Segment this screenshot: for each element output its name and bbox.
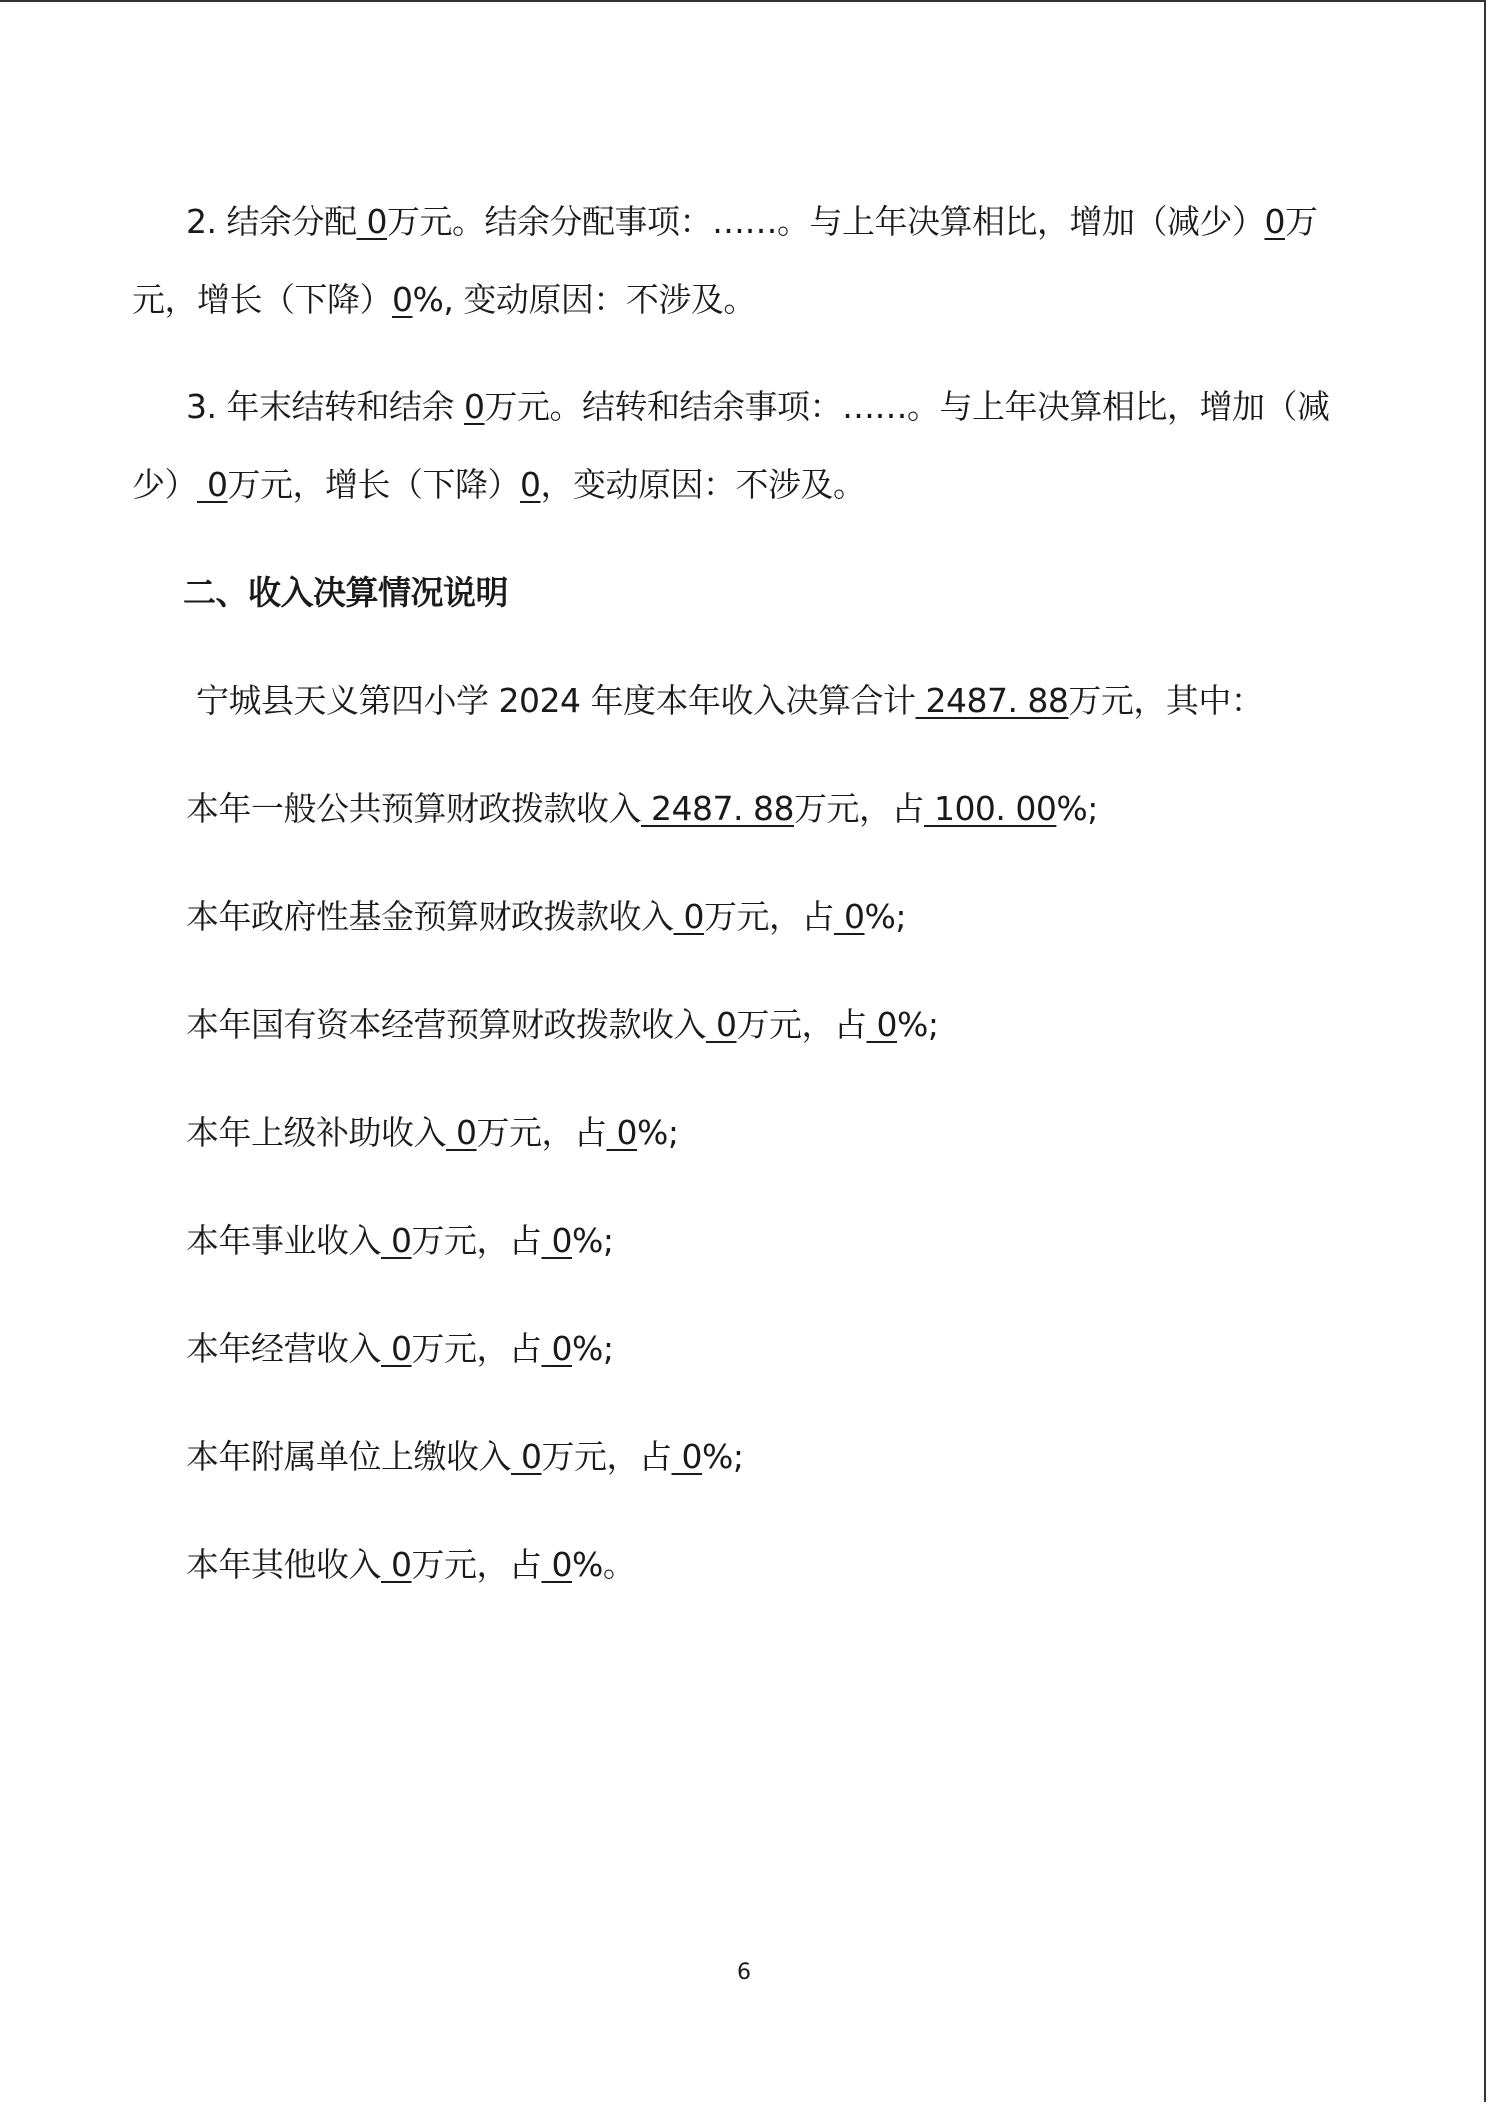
carryover-line-2 bbox=[132, 463, 866, 507]
income-item-suffix: %; bbox=[572, 1221, 614, 1260]
income-item bbox=[186, 895, 906, 939]
income-item-unit: 万元，占 bbox=[411, 1545, 542, 1584]
income-item-unit: 万元，占 bbox=[704, 897, 834, 936]
carryover-text: 万元，增长（下降） bbox=[227, 465, 520, 504]
income-item-amount: 0 bbox=[673, 897, 704, 936]
income-item-amount: 0 bbox=[381, 1329, 412, 1368]
income-item-label: 本年上级补助收入 bbox=[186, 1113, 446, 1152]
income-item-amount: 0 bbox=[381, 1221, 412, 1260]
surplus-pct: 0 bbox=[392, 280, 413, 319]
income-item-pct: 0 bbox=[541, 1329, 572, 1368]
income-item-label: 本年一般公共预算财政拨款收入 bbox=[186, 789, 641, 828]
income-item-suffix: %; bbox=[864, 897, 906, 936]
surplus-amount: 0 bbox=[356, 202, 387, 241]
income-total: 2487. 88 bbox=[915, 681, 1069, 720]
income-item-label: 本年其他收入 bbox=[186, 1545, 381, 1584]
income-summary-text: 万元，其中： bbox=[1068, 681, 1264, 720]
income-item-amount: 0 bbox=[446, 1113, 477, 1152]
income-item-amount: 2487. 88 bbox=[641, 789, 794, 828]
income-item-amount: 0 bbox=[511, 1437, 542, 1476]
carryover-change: 0 bbox=[197, 465, 228, 504]
income-item-suffix: %; bbox=[897, 1005, 939, 1044]
carryover-pct: 0 bbox=[520, 465, 541, 504]
income-item-pct: 0 bbox=[606, 1113, 637, 1152]
income-item-unit: 万元，占 bbox=[476, 1113, 607, 1152]
income-item bbox=[186, 1003, 938, 1047]
carryover-line-1 bbox=[186, 385, 1329, 429]
income-summary-text: 宁城县天义第四小学 2024 年度本年收入决算合计 bbox=[196, 681, 916, 720]
surplus-text: 万 bbox=[1284, 202, 1318, 241]
income-item-unit: 万元，占 bbox=[411, 1221, 542, 1260]
surplus-line-1 bbox=[186, 200, 1317, 244]
carryover-text: ，变动原因：不涉及。 bbox=[540, 465, 866, 504]
income-item bbox=[186, 1543, 635, 1587]
carryover-text: 万元。结转和结余事项：……。与上年决算相比，增加（减 bbox=[484, 387, 1330, 426]
surplus-line-2 bbox=[132, 278, 756, 322]
income-item-amount: 0 bbox=[381, 1545, 412, 1584]
income-item bbox=[186, 1327, 613, 1371]
surplus-text: 元，增长（下降） bbox=[132, 280, 392, 319]
income-item-label: 本年经营收入 bbox=[186, 1329, 381, 1368]
income-item-pct: 0 bbox=[541, 1545, 572, 1584]
income-item-label: 本年事业收入 bbox=[186, 1221, 381, 1260]
surplus-change: 0 bbox=[1264, 202, 1285, 241]
income-item-unit: 万元，占 bbox=[411, 1329, 542, 1368]
income-item-suffix: %。 bbox=[572, 1545, 636, 1584]
income-item-label: 本年附属单位上缴收入 bbox=[186, 1437, 511, 1476]
surplus-text: %, 变动原因：不涉及。 bbox=[412, 280, 756, 319]
income-item-suffix: %; bbox=[1056, 789, 1098, 828]
section-heading: 二、收入决算情况说明 bbox=[183, 573, 508, 612]
income-item-unit: 万元，占 bbox=[541, 1437, 672, 1476]
income-item bbox=[186, 1219, 613, 1263]
income-item-unit: 万元，占 bbox=[793, 789, 924, 828]
income-item-amount: 0 bbox=[706, 1005, 737, 1044]
income-item-suffix: %; bbox=[637, 1113, 679, 1152]
income-item-pct: 100. 00 bbox=[923, 789, 1057, 828]
income-item bbox=[186, 787, 1098, 831]
income-summary bbox=[196, 679, 1263, 723]
carryover-amount: 0 bbox=[463, 387, 485, 426]
income-item-suffix: %; bbox=[702, 1437, 744, 1476]
income-item-pct: 0 bbox=[834, 897, 865, 936]
carryover-text: 3. 年末结转和结余 bbox=[186, 387, 464, 426]
surplus-text: 2. 结余分配 bbox=[186, 202, 357, 241]
income-item-label: 本年政府性基金预算财政拨款收入 bbox=[186, 897, 674, 936]
income-item-suffix: %; bbox=[572, 1329, 614, 1368]
carryover-text: 少） bbox=[132, 465, 197, 504]
income-item bbox=[186, 1111, 678, 1155]
income-item-pct: 0 bbox=[866, 1005, 897, 1044]
income-item-label: 本年国有资本经营预算财政拨款收入 bbox=[186, 1005, 706, 1044]
surplus-text: 万元。结余分配事项：……。与上年决算相比，增加（减少） bbox=[386, 202, 1265, 241]
income-item-pct: 0 bbox=[541, 1221, 572, 1260]
income-item-pct: 0 bbox=[671, 1437, 702, 1476]
income-item bbox=[186, 1435, 743, 1479]
income-item-unit: 万元，占 bbox=[736, 1005, 867, 1044]
page-number: 6 bbox=[737, 1960, 751, 1985]
